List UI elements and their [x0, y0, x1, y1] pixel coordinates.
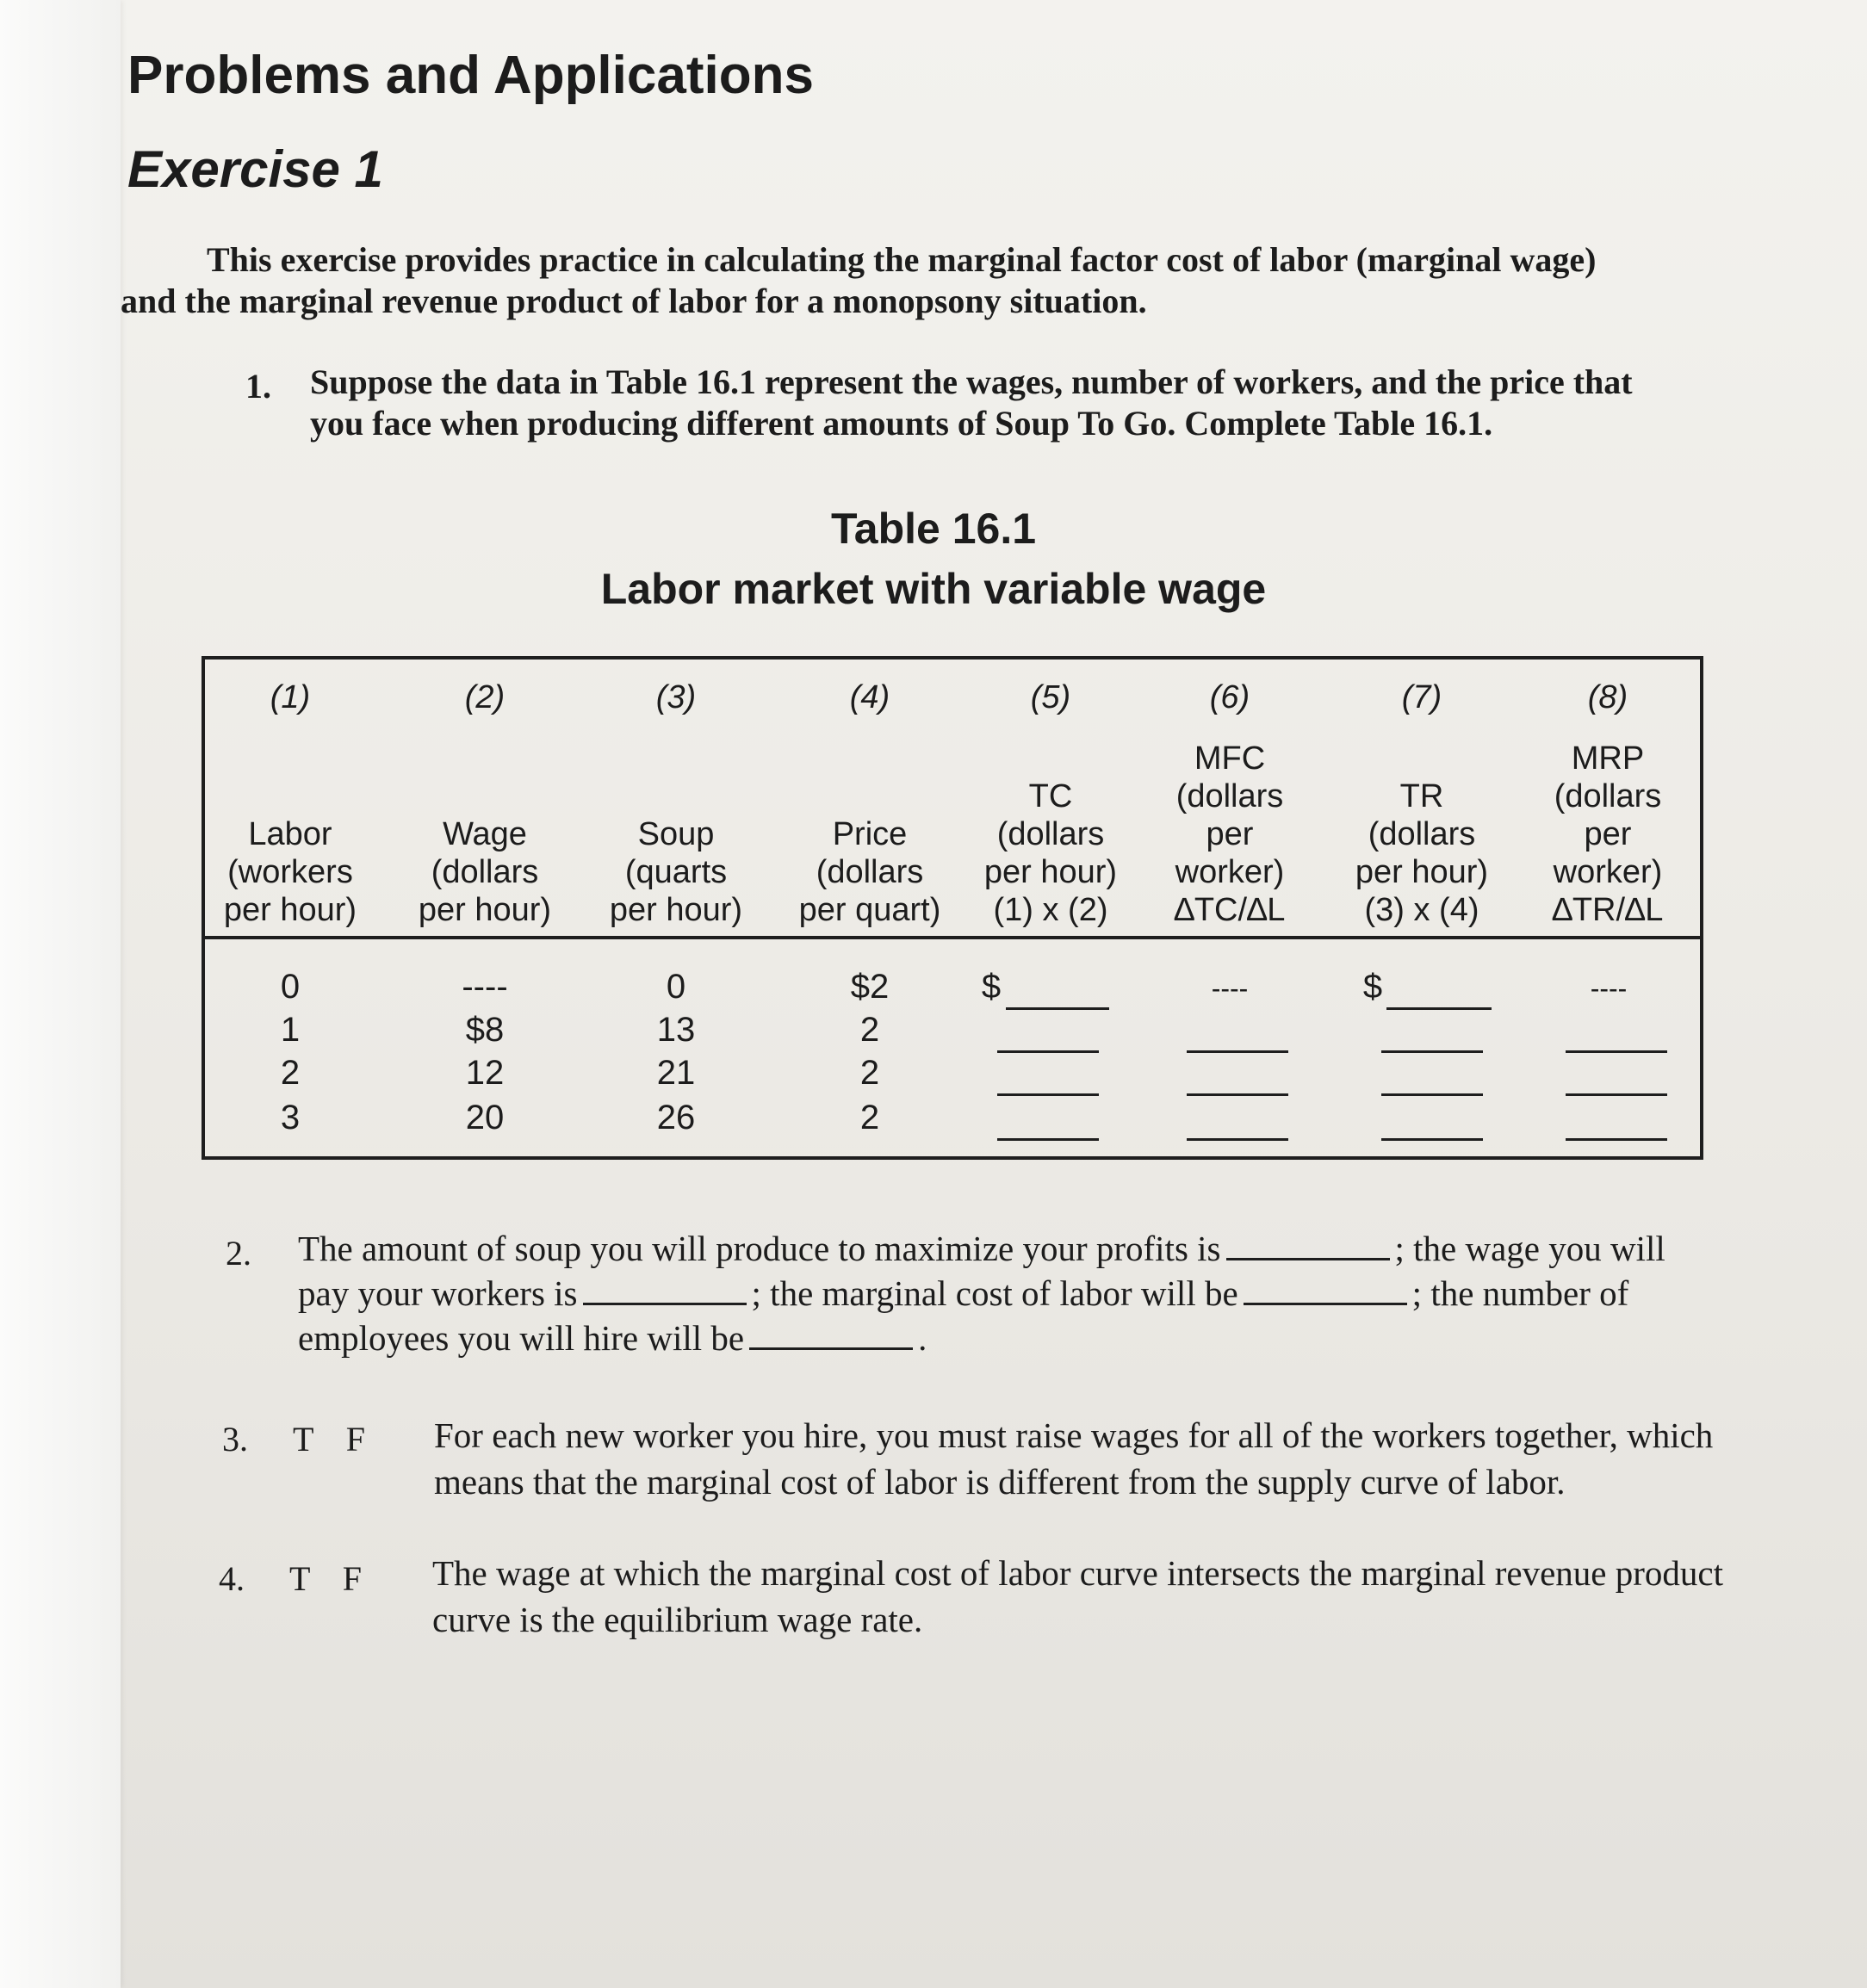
column-number: (6)	[1209, 679, 1250, 715]
exercise-title: Exercise 1	[127, 140, 383, 198]
mfc-answer-blank[interactable]	[1187, 1050, 1288, 1053]
column-label: TR (dollars per hour) (3) x (4)	[1355, 778, 1489, 928]
question-4-true-false[interactable]: T F	[289, 1559, 362, 1598]
labor-cell: 0	[280, 968, 301, 1006]
column-header-3	[594, 660, 758, 939]
question-2-part-4: ; the number of employees you will hire will be	[298, 1273, 1629, 1358]
wage-cell: 20	[465, 1099, 505, 1136]
question-2-part-1: The amount of soup you will produce to maximize your profits is	[298, 1229, 1221, 1268]
question-4-text: The wage at which the marginal cost of labor curve intersects the marginal revenue product curve is the equilibrium wage rate.	[432, 1553, 1723, 1639]
tr-dollar-sign: $	[1362, 968, 1383, 1006]
price-cell: 2	[859, 1099, 880, 1136]
exercise-intro	[121, 239, 1636, 322]
price-cell: $2	[850, 968, 890, 1006]
tc-answer-blank[interactable]	[1006, 1007, 1109, 1010]
soup-cell: 13	[656, 1011, 696, 1049]
labor-cell: 3	[280, 1099, 301, 1136]
tr-answer-blank[interactable]	[1381, 1138, 1483, 1141]
price-cell: 2	[859, 1054, 880, 1092]
soup-quantity-blank[interactable]	[1226, 1258, 1390, 1260]
column-label: Price (dollars per quart)	[798, 816, 941, 928]
soup-cell: 0	[666, 968, 686, 1006]
column-number: (2)	[464, 679, 506, 715]
question-2-part-3: ; the marginal cost of labor will be	[751, 1273, 1238, 1313]
question-2-text	[298, 1226, 1710, 1360]
question-3-text: For each new worker you hire, you must raise wages for all of the workers together, which means that the marginal cost of labor is different from the supply curve of labor.	[434, 1415, 1714, 1502]
column-header-8	[1526, 660, 1690, 939]
column-number: (4)	[849, 679, 890, 715]
column-number: (5)	[1030, 679, 1071, 715]
mrp-answer-blank[interactable]	[1566, 1093, 1667, 1096]
mfc-cell: ----	[1211, 973, 1249, 1004]
table-title: Table 16.1	[830, 505, 1037, 553]
soup-cell: 26	[656, 1099, 696, 1136]
tc-dollar-sign: $	[981, 968, 1002, 1006]
column-header-5	[973, 660, 1128, 939]
column-header-6	[1152, 660, 1307, 939]
mfc-answer-blank[interactable]	[1187, 1138, 1288, 1141]
column-label: MFC (dollars per worker) ∆TC/∆L	[1174, 740, 1286, 928]
column-header-2	[403, 660, 567, 939]
soup-cell: 21	[656, 1054, 696, 1092]
tc-answer-blank[interactable]	[997, 1138, 1099, 1141]
question-3-true-false[interactable]: T F	[293, 1420, 365, 1458]
column-header-7	[1340, 660, 1504, 939]
question-2-number: 2.	[226, 1234, 251, 1273]
question-3-number: 3.	[222, 1420, 248, 1458]
question-2-part-2: ; the wage you will pay your workers is	[298, 1229, 1665, 1313]
mrp-answer-blank[interactable]	[1566, 1050, 1667, 1053]
price-cell: 2	[859, 1011, 880, 1049]
column-label: Soup (quarts per hour)	[609, 816, 743, 928]
wage-cell: 12	[465, 1054, 505, 1092]
column-number: (1)	[270, 679, 311, 715]
column-number: (3)	[655, 679, 697, 715]
column-header-1	[217, 660, 363, 939]
question-1-number: 1.	[245, 367, 271, 406]
section-title: Problems and Applications	[127, 46, 814, 105]
mfc-answer-blank[interactable]	[1187, 1093, 1288, 1096]
tc-answer-blank[interactable]	[997, 1093, 1099, 1096]
column-label: Labor (workers per hour)	[223, 816, 357, 928]
intro-text: This exercise provides practice in calculating the marginal factor cost of labor (marginal wage) and the marginal revenue product of labor for a monopsony situation.	[121, 240, 1597, 320]
tr-answer-blank[interactable]	[1381, 1093, 1483, 1096]
tr-answer-blank[interactable]	[1386, 1007, 1492, 1010]
mrp-answer-blank[interactable]	[1566, 1138, 1667, 1141]
employees-blank[interactable]	[749, 1347, 913, 1350]
question-4-number: 4.	[219, 1559, 245, 1598]
wage-cell: $8	[465, 1011, 505, 1049]
wage-blank[interactable]	[583, 1303, 747, 1305]
column-label: MRP (dollars per worker) ∆TR/∆L	[1552, 740, 1664, 928]
marginal-cost-blank[interactable]	[1244, 1303, 1407, 1305]
underlying-page-edge	[0, 0, 121, 1988]
column-header-4	[784, 660, 956, 939]
column-number: (8)	[1587, 679, 1628, 715]
column-number: (7)	[1401, 679, 1442, 715]
table-subtitle: Labor market with variable wage	[600, 565, 1267, 613]
labor-cell: 2	[280, 1054, 301, 1092]
mrp-cell: ----	[1590, 973, 1628, 1004]
column-label: Wage (dollars per hour)	[418, 816, 552, 928]
question-2-end: .	[918, 1318, 927, 1358]
labor-cell: 1	[280, 1011, 301, 1049]
question-1-text: Suppose the data in Table 16.1 represent the wages, number of workers, and the price that you face when producing different amounts of Soup To Go. Complete Table 16.1.	[310, 362, 1633, 443]
tr-answer-blank[interactable]	[1381, 1050, 1483, 1053]
tc-answer-blank[interactable]	[997, 1050, 1099, 1053]
column-label: TC (dollars per hour) (1) x (2)	[983, 778, 1118, 928]
wage-cell: ----	[462, 968, 508, 1006]
labor-market-table	[202, 656, 1703, 1160]
table-header	[205, 660, 1700, 939]
